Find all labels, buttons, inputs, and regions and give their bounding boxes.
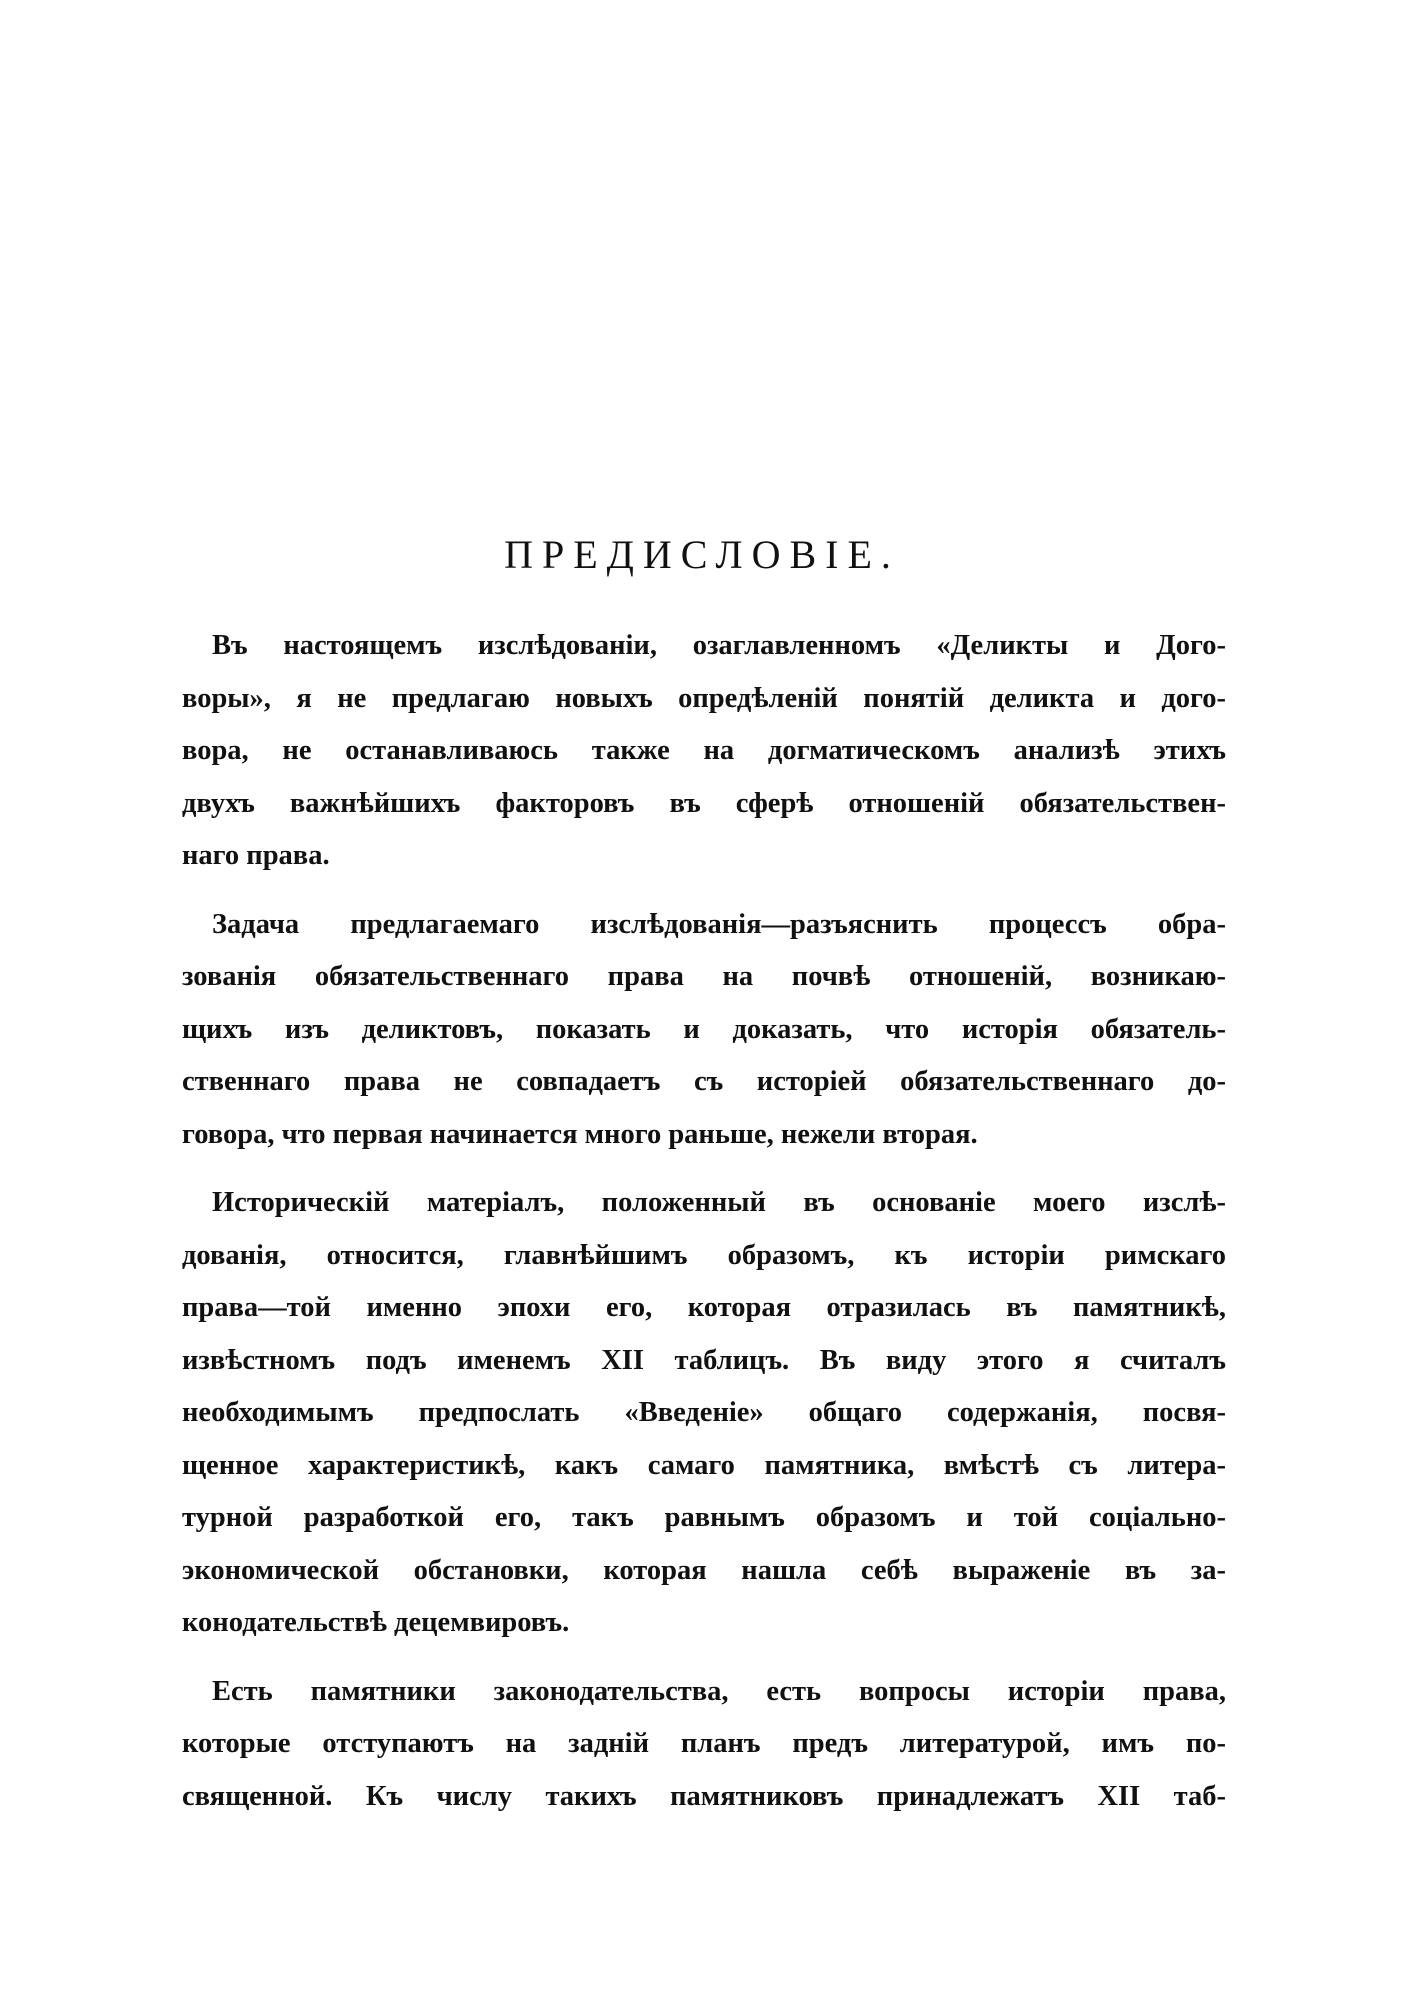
text-line: экономической обстановки, которая нашла себѣ выраженіе въ за- (182, 1554, 1226, 1586)
text-line: турной разработкой его, такъ равнымъ образомъ и той соціально- (182, 1502, 1226, 1533)
paragraph-3 (182, 1177, 1226, 1650)
text-line: извѣстномъ подъ именемъ XII таблицъ. Въ виду этого я считалъ (182, 1344, 1226, 1376)
text-line: ственнаго права не совпадаетъ съ исторіей обязательственнаго до- (182, 1066, 1226, 1097)
text-line: говора, что первая начинается много раньше, нежели вторая. (182, 1118, 978, 1150)
text-line: права—той именно эпохи его, которая отразилась въ памятникѣ, (182, 1292, 1226, 1323)
preface-body (182, 620, 1226, 1839)
text-line: щенное характеристикѣ, какъ самаго памятника, вмѣстѣ съ литера- (182, 1449, 1226, 1481)
text-line: дованія, относится, главнѣйшимъ образомъ, къ исторіи римскаго (182, 1239, 1226, 1271)
text-line: Историческій матеріалъ, положенный въ основаніе моего изслѣ- (212, 1187, 1226, 1218)
text-line: священной. Къ числу такихъ памятниковъ принадлежатъ XII таб- (182, 1780, 1226, 1812)
paragraph-4 (182, 1666, 1226, 1824)
text-line: вора, не останавливаюсь также на догматическомъ анализѣ этихъ (182, 735, 1226, 766)
text-line: двухъ важнѣйшихъ факторовъ въ сферѣ отношеній обязательствен- (182, 787, 1226, 819)
text-line: Въ настоящемъ изслѣдованіи, озаглавленномъ «Деликты и Дого- (212, 630, 1226, 661)
text-line: Есть памятники законодательства, есть вопросы исторіи права, (212, 1675, 1226, 1707)
page-title: ПРЕДИСЛОВІЕ. (504, 532, 900, 577)
text-line: Задача предлагаемаго изслѣдованія—разъяснить процессъ обра- (212, 908, 1226, 940)
text-line: наго права. (182, 840, 330, 871)
paragraph-1 (182, 620, 1226, 883)
text-line: щихъ изъ деликтовъ, показать и доказать, что исторія обязатель- (182, 1013, 1226, 1045)
text-line: конодательствѣ децемвировъ. (182, 1607, 570, 1638)
text-line: необходимымъ предпослать «Введеніе» общаго содержанія, посвя- (182, 1397, 1226, 1428)
text-line: зованія обязательственнаго права на почвѣ отношеній, возникаю- (182, 961, 1226, 992)
text-line: которые отступаютъ на задній планъ предъ литературой, имъ по- (182, 1728, 1226, 1759)
paragraph-2 (182, 899, 1226, 1162)
text-line: воры», я не предлагаю новыхъ опредѣленій понятій деликта и дого- (182, 682, 1226, 714)
